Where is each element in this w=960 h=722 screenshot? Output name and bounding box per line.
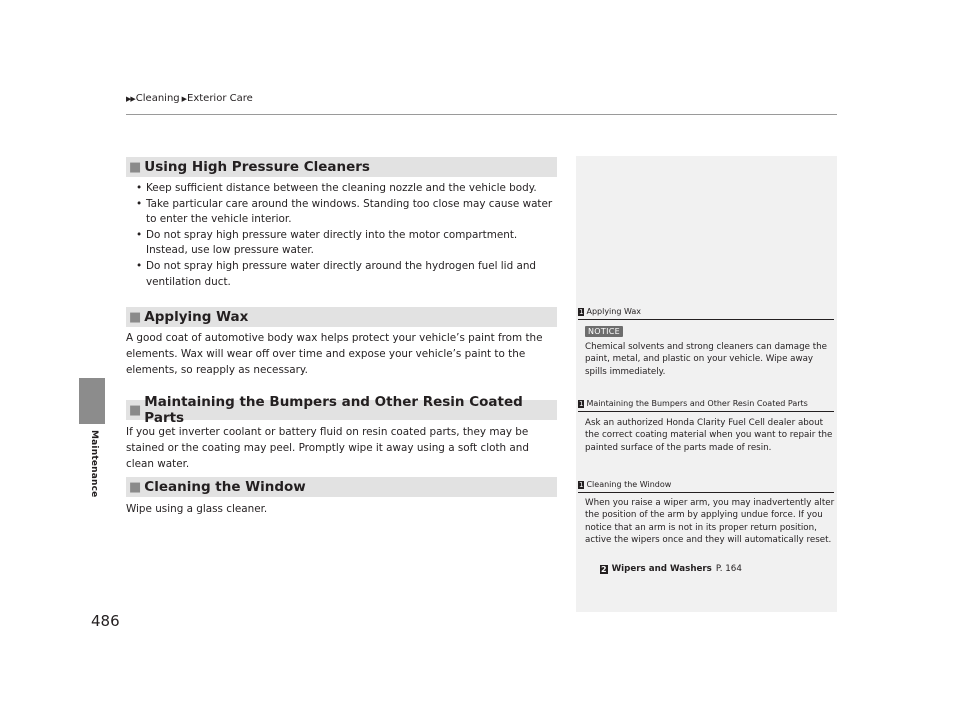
section-heading-applying-wax [126, 307, 557, 327]
chapter-tab[interactable] [79, 378, 105, 424]
section-title: Cleaning the Window [144, 479, 306, 495]
reference-label: Wipers and Washers [611, 564, 712, 574]
breadcrumb-exterior-care[interactable]: Exterior Care [187, 93, 253, 104]
cross-reference-link[interactable] [600, 564, 742, 574]
note-title-window: 1 Cleaning the Window [579, 480, 672, 489]
section-title: Applying Wax [144, 309, 249, 325]
breadcrumb [126, 93, 253, 104]
note-text-window: When you raise a wiper arm, you may inadvertently alter the position of the arm by applying undue force. If you notice that an arm is not in its proper return position, active the wipers once and they will automatically reset. [585, 498, 835, 545]
wax-paragraph: A good coat of automotive body wax helps protect your vehicle’s paint from the elements. Wax will wear off over time and expose your vehicle’s paint to the elements, so reapply as necessary. [126, 332, 543, 377]
note-marker-icon: 1 [579, 399, 584, 408]
window-paragraph: Wipe using a glass cleaner. [126, 503, 268, 515]
breadcrumb-arrow-icon: ▶ [181, 94, 187, 103]
list-item: • Do not spray high pressure water directly into the motor compartment. Instead, use low pressure water. [136, 228, 518, 257]
note-divider [578, 319, 834, 320]
section-title: Using High Pressure Cleaners [144, 159, 370, 175]
section-heading-window [126, 477, 557, 497]
reference-page: P. 164 [715, 564, 742, 574]
note-marker-icon: 1 [579, 480, 584, 489]
square-bullet-icon: ■ [129, 479, 142, 495]
note-text-bumpers: Ask an authorized Honda Clarity Fuel Cell dealer about the correct coating material when you want to repair the painted surface of the parts made of resin. [585, 418, 833, 453]
square-bullet-icon: ■ [129, 159, 142, 175]
bullet-dot-icon: • [136, 259, 143, 272]
section-heading-bumpers [126, 394, 557, 426]
note-title-wax: 1 Applying Wax [579, 307, 642, 316]
notice-badge: NOTICE [585, 326, 623, 337]
breadcrumb-cleaning[interactable]: Cleaning [135, 93, 180, 104]
list-item: • Do not spray high pressure water directly around the hydrogen fuel lid and ventilation duct. [136, 259, 537, 288]
note-marker-icon: 1 [579, 307, 584, 316]
note-divider [578, 492, 834, 493]
square-bullet-icon: ■ [129, 309, 142, 325]
note-title-bumpers: 1 Maintaining the Bumpers and Other Resin Coated Parts [579, 399, 808, 408]
chapter-label: Maintenance [89, 430, 99, 498]
reference-arrow-icon: 2 [601, 564, 607, 574]
section-heading-high-pressure [126, 157, 557, 177]
note-text-wax: Chemical solvents and strong cleaners can damage the paint, metal, and plastic on your vehicle. Wipe away spills immediately. [585, 342, 827, 377]
section-title: Maintaining the Bumpers and Other Resin Coated Parts [144, 394, 523, 426]
bumpers-paragraph: If you get inverter coolant or battery fluid on resin coated parts, they may be stained or the coating may peel. Promptly wipe it away using a soft cloth and clean water. [126, 426, 529, 471]
page-number: 486 [91, 612, 120, 630]
list-item: • Keep sufficient distance between the cleaning nozzle and the vehicle body. [136, 181, 558, 197]
square-bullet-icon: ■ [129, 402, 142, 418]
high-pressure-bullet-list [136, 181, 558, 290]
note-divider [578, 411, 834, 412]
list-item: • Take particular care around the windows. Standing too close may cause water to enter the vehicle interior. [136, 197, 553, 226]
header-divider [126, 114, 837, 115]
breadcrumb-arrow-icon: ▶▶ [126, 94, 135, 103]
bullet-dot-icon: • [136, 197, 143, 210]
bullet-dot-icon: • [136, 182, 143, 194]
bullet-dot-icon: • [136, 228, 143, 241]
